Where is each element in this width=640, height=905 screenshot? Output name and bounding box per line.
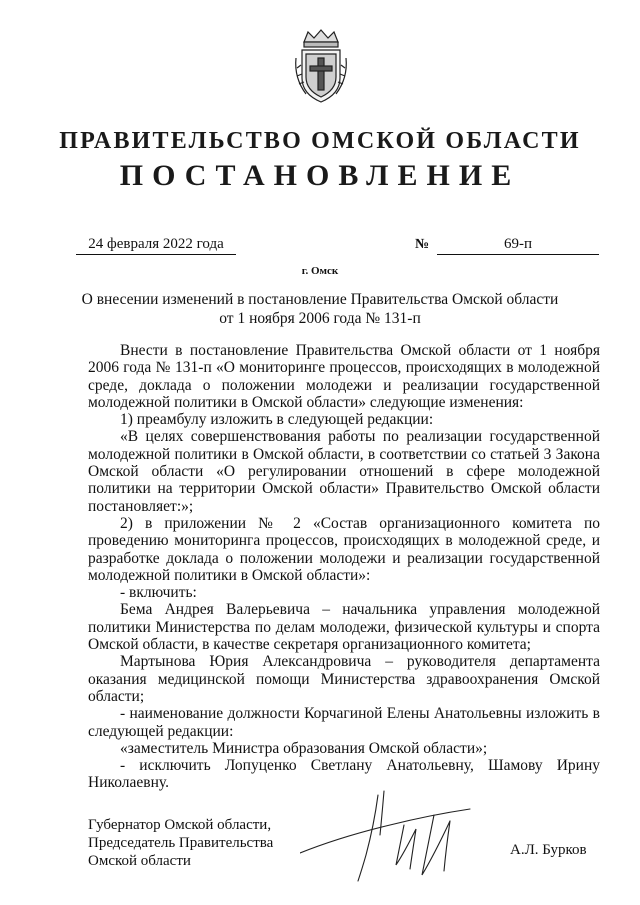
body-paragraph: «В целях совершенствования работы по реализации государственной молодежной политики в Омской области, в соответствии со статьей 3 Закона Омской области «О регулировании отношений в сфере молодежной политики на территории Омской области» Правительство Омской области постановляет:»; [88, 428, 600, 515]
signer-title-line: Председатель Правительства [88, 835, 274, 851]
coat-of-arms-icon [292, 28, 350, 106]
document-body [88, 342, 600, 792]
document-number: 69-п [437, 236, 599, 255]
document-date: 24 февраля 2022 года [76, 236, 236, 255]
signer-title-line: Омской области [88, 853, 191, 869]
document-type-title: ПОСТАНОВЛЕНИЕ [119, 159, 521, 192]
body-paragraph: «заместитель Министра образования Омской области»; [120, 739, 488, 757]
subject-line: от 1 ноября 2006 года № 131-п [219, 310, 421, 327]
body-paragraph: 1) преамбулу изложить в следующей редакции: [120, 411, 434, 429]
body-paragraph: Мартынова Юрия Александровича – руководителя департамента оказания медицинской помощи Министерства здравоохранения Омской области; [88, 653, 600, 705]
body-paragraph: - наименование должности Корчагиной Елены Анатольевны изложить в следующей редакции: [88, 705, 600, 740]
city-label: г. Омск [301, 265, 339, 277]
body-paragraph: Внести в постановление Правительства Омской области от 1 ноября 2006 года № 131-п «О мониторинге процессов, происходящих в молодежной среде, доклада о положении молодежи и реализации государственной молодежной политики в Омской области» следующие изменения: [88, 342, 600, 411]
signer-title-line: Губернатор Омской области, [88, 817, 272, 833]
number-sign: № [415, 237, 430, 252]
handwritten-signature-icon [300, 785, 480, 885]
body-paragraph: Бема Андрея Валерьевича – начальника управления молодежной политики Министерства по делам молодежи, физической культуры и спорта Омской области, в качестве секретаря организационного комитета; [88, 601, 600, 654]
document-subject [60, 290, 580, 328]
signer-title [88, 816, 273, 870]
body-paragraph: - исключить Лопуценко Светлану Анатольевну, Шамову Ирину Николаевну. [88, 757, 600, 792]
body-paragraph: - включить: [120, 584, 197, 602]
body-paragraph: 2) в приложении № 2 «Состав организационного комитета по проведению мониторинга процессов, происходящих в молодежной среде, и разработке доклада о положении молодежи и реализации государственной молодежной политики в Омской области»: [88, 514, 600, 584]
subject-line: О внесении изменений в постановление Правительства Омской области [81, 291, 559, 308]
signer-name: А.Л. Бурков [510, 842, 587, 858]
organization-title: ПРАВИТЕЛЬСТВО ОМСКОЙ ОБЛАСТИ [59, 128, 581, 154]
